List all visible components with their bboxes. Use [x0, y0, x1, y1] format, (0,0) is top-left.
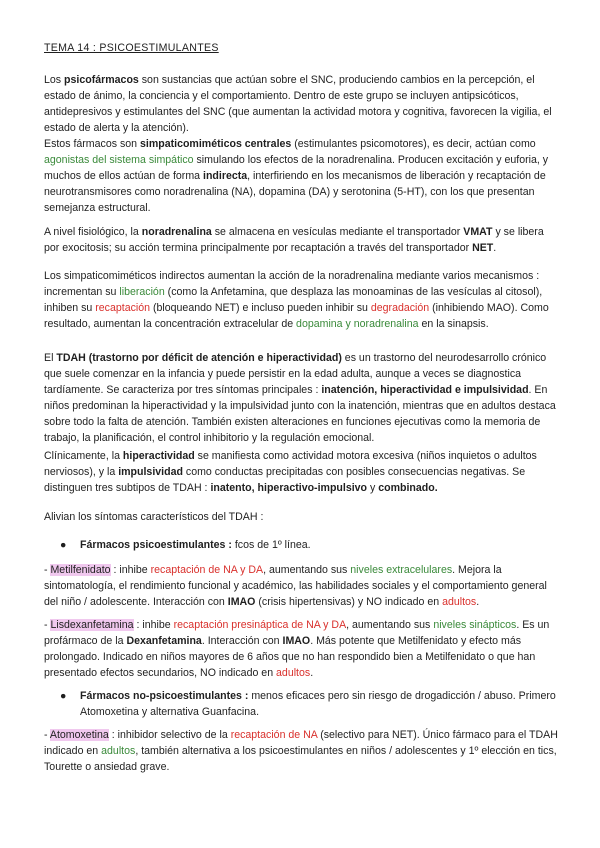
bullet-icon: ● [60, 539, 67, 551]
bullet-icon: ● [60, 690, 67, 702]
paragraph-atomoxetina: - Atomoxetina : inhibidor selectivo de la recaptación de NA (selectivo para NET). Único fármaco para el TDAH indicado en adultos, también alternativa a los psicoestimulantes en niños / adolescentes y 1º elección en tics, Tourette o ansiedad grave. [44, 729, 558, 773]
paragraph-tdah: El TDAH (trastorno por déficit de atención e hiperactividad) es un trastorno del neurodesarrollo crónico que suele comenzar en la infancia y puede persistir en la edad adulta, aunque a veces se diagnostica tardíamente. Se caracteriza por tres síntomas principales : inatención, hiperactividad e impulsividad. En niños predominan la hiperactividad y la impulsividad junto con la inatención, mientras que en adultos destaca sobre todo la falta de atención. También existen alteraciones en funciones ejecutivas como la memoria de trabajo, la planificación, el control inhibitorio y la regulación emocional. [44, 352, 556, 444]
bullet-psicoestimulantes: Fármacos psicoestimulantes : fcos de 1º línea. [80, 539, 311, 551]
paragraph-indirectos: Los simpaticomiméticos indirectos aumentan la acción de la noradrenalina mediante varios mecanismos : incrementan su liberación (como la Anfetamina, que desplaza las monoaminas de las vesículas al citosol), inhiben su recaptación (bloqueando NET) e incluso pueden inhibir su degradación (inhibiendo MAO). Como resultado, aumentan la concentración extracelular de dopamina y noradrenalina en la sinapsis. [44, 270, 549, 330]
bullet-no-psicoestimulantes: Fármacos no-psicoestimulantes : menos eficaces pero sin riesgo de drogadicción / abuso. Primero Atomoxetina y alternativa Guanfacina. [80, 690, 556, 718]
paragraph-alivian: Alivian los síntomas característicos del TDAH : [44, 511, 264, 523]
page-title: TEMA 14 : PSICOESTIMULANTES [44, 42, 219, 54]
paragraph-metilfenidato: - Metilfenidato : inhibe recaptación de NA y DA, aumentando sus niveles extracelulares. Mejora la sintomatología, el rendimiento funcional y académico, las habilidades sociales y el comportamiento general del niño / adolescente. Interacción con IMAO (crisis hipertensivas) y NO indicado en adultos. [44, 564, 547, 608]
paragraph-lisdexanfetamina: - Lisdexanfetamina : inhibe recaptación presináptica de NA y DA, aumentando sus niveles sinápticos. Es un profármaco de la Dexanfetamina. Interacción con IMAO. Más potente que Metilfenidato y efecto más prolongado. Indicado en niños mayores de 6 años que no han respondido bien a Metilfenidato o que han presentado efectos secundarios, NO indicado en adultos. [44, 619, 550, 679]
paragraph-clinica: Clínicamente, la hiperactividad se manifiesta como actividad motora excesiva (niños inquietos o adultos nerviosos), y la impulsividad como conductas precipitadas con posibles consecuencias negativas. Se distinguen tres subtipos de TDAH : inatento, hiperactivo-impulsivo y combinado. [44, 450, 537, 494]
paragraph-psicofarmacos: Los psicofármacos son sustancias que actúan sobre el SNC, produciendo cambios en la percepción, el estado de ánimo, la conciencia y el comportamiento. Dentro de este grupo se incluyen antipsicóticos, antidepresivos y estimulantes del SNC (que aumentan la actividad motora y cognitiva, favorecen la vigilia, el estado de alerta y la atención). [44, 74, 552, 134]
paragraph-noradrenalina: A nivel fisiológico, la noradrenalina se almacena en vesículas mediante el transportador VMAT y se libera por exocitosis; su acción termina principalmente por recaptación a través del transportador NET. [44, 226, 544, 254]
paragraph-simpaticomimeticos: Estos fármacos son simpaticomiméticos centrales (estimulantes psicomotores), es decir, actúan como agonistas del sistema simpático simulando los efectos de la noradrenalina. Producen excitación y euforia, y muchos de ellos actúan de forma indirecta, interfiriendo en los mecanismos de liberación y recaptación de neurotransmisores como noradrenalina (NA), dopamina (DA) y serotonina (5-HT), con los que presentan semejanza estructural. [44, 138, 549, 214]
